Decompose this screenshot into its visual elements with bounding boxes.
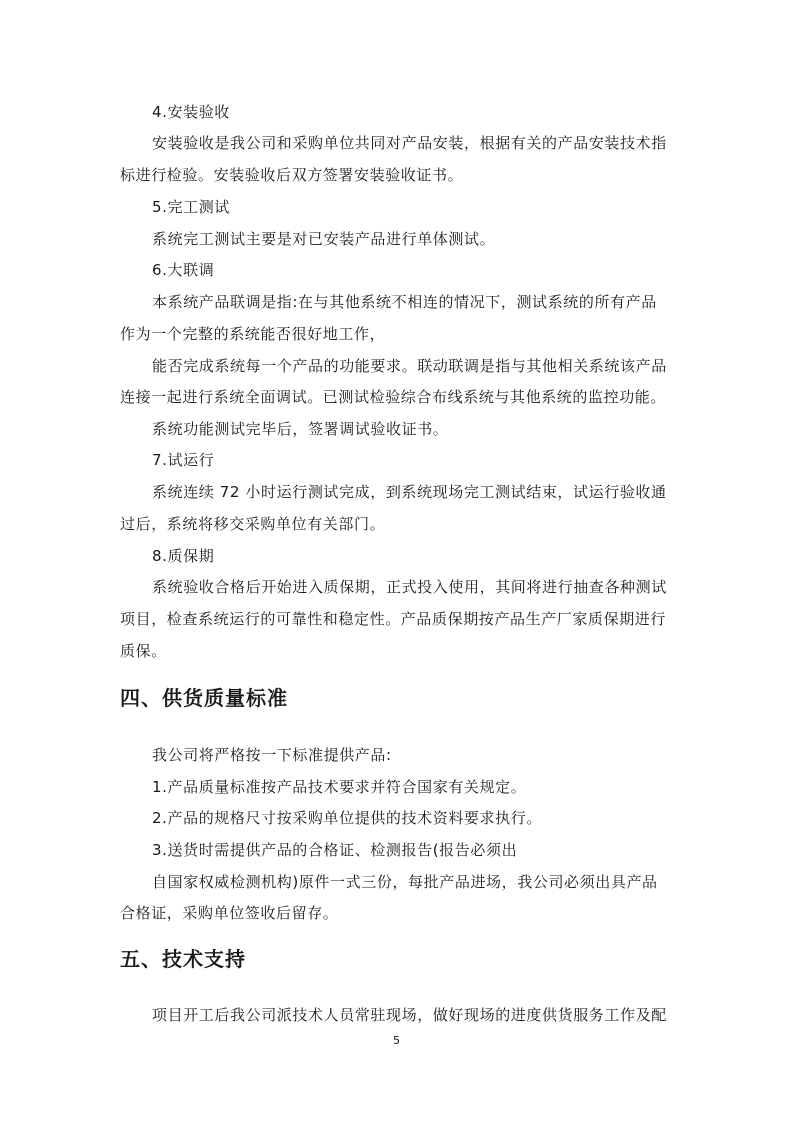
item-5-title: 5.完工测试 — [152, 198, 230, 216]
section-5-heading: 五、技术支持 — [120, 947, 246, 971]
paragraph-line: 自国家权威检测机构)原件一式三份，每批产品进场，我公司必须出具产品 — [152, 873, 658, 891]
paragraph-line: 我公司将严格按一下标准提供产品: — [152, 746, 392, 764]
paragraph-line: 项目，检查系统运行的可靠性和稳定性。产品质保期按产品生产厂家质保期进行 — [120, 610, 667, 628]
paragraph-line: 质保。 — [120, 642, 167, 660]
paragraph-line: 标进行检验。安装验收后双方签署安装验收证书。 — [120, 166, 464, 184]
list-item: 1.产品质量标准按产品技术要求并符合国家有关规定。 — [152, 778, 527, 796]
paragraph-line: 过后，系统将移交采购单位有关部门。 — [120, 515, 386, 533]
item-6-title: 6.大联调 — [152, 261, 215, 279]
paragraph-line: 连接一起进行系统全面调试。已测试检验综合布线系统与其他系统的监控功能。 — [120, 388, 667, 406]
paragraph-line: 安装验收是我公司和采购单位共同对产品安装，根据有关的产品安装技术指 — [152, 134, 667, 152]
paragraph-line: 系统验收合格后开始进入质保期，正式投入使用，其间将进行抽查各种测试 — [152, 578, 667, 596]
paragraph-line: 系统完工测试主要是对已安装产品进行单体测试。 — [152, 230, 496, 248]
item-8-title: 8.质保期 — [152, 547, 215, 565]
page-number: 5 — [393, 1034, 400, 1047]
item-4-title: 4.安装验收 — [152, 103, 230, 121]
paragraph-line: 作为一个完整的系统能否很好地工作， — [120, 325, 386, 343]
item-7-title: 7.试运行 — [152, 451, 215, 469]
section-4-heading: 四、供货质量标准 — [120, 686, 288, 710]
list-item: 3.送货时需提供产品的合格证、检测报告(报告必须出 — [152, 841, 518, 859]
paragraph-line: 系统连续 72 小时运行测试完成，到系统现场完工测试结束，试运行验收通 — [152, 483, 667, 501]
paragraph-line: 本系统产品联调是指:在与其他系统不相连的情况下，测试系统的所有产品 — [152, 293, 657, 311]
paragraph-line: 能否完成系统每一个产品的功能要求。联动联调是指与其他相关系统该产品 — [152, 357, 667, 375]
paragraph-line: 合格证，采购单位签收后留存。 — [120, 904, 339, 922]
paragraph-line: 系统功能测试完毕后，签署调试验收证书。 — [152, 420, 449, 438]
list-item: 2.产品的规格尺寸按采购单位提供的技术资料要求执行。 — [152, 809, 542, 827]
paragraph-line: 项目开工后我公司派技术人员常驻现场，做好现场的进度供货服务工作及配 — [152, 1006, 667, 1024]
